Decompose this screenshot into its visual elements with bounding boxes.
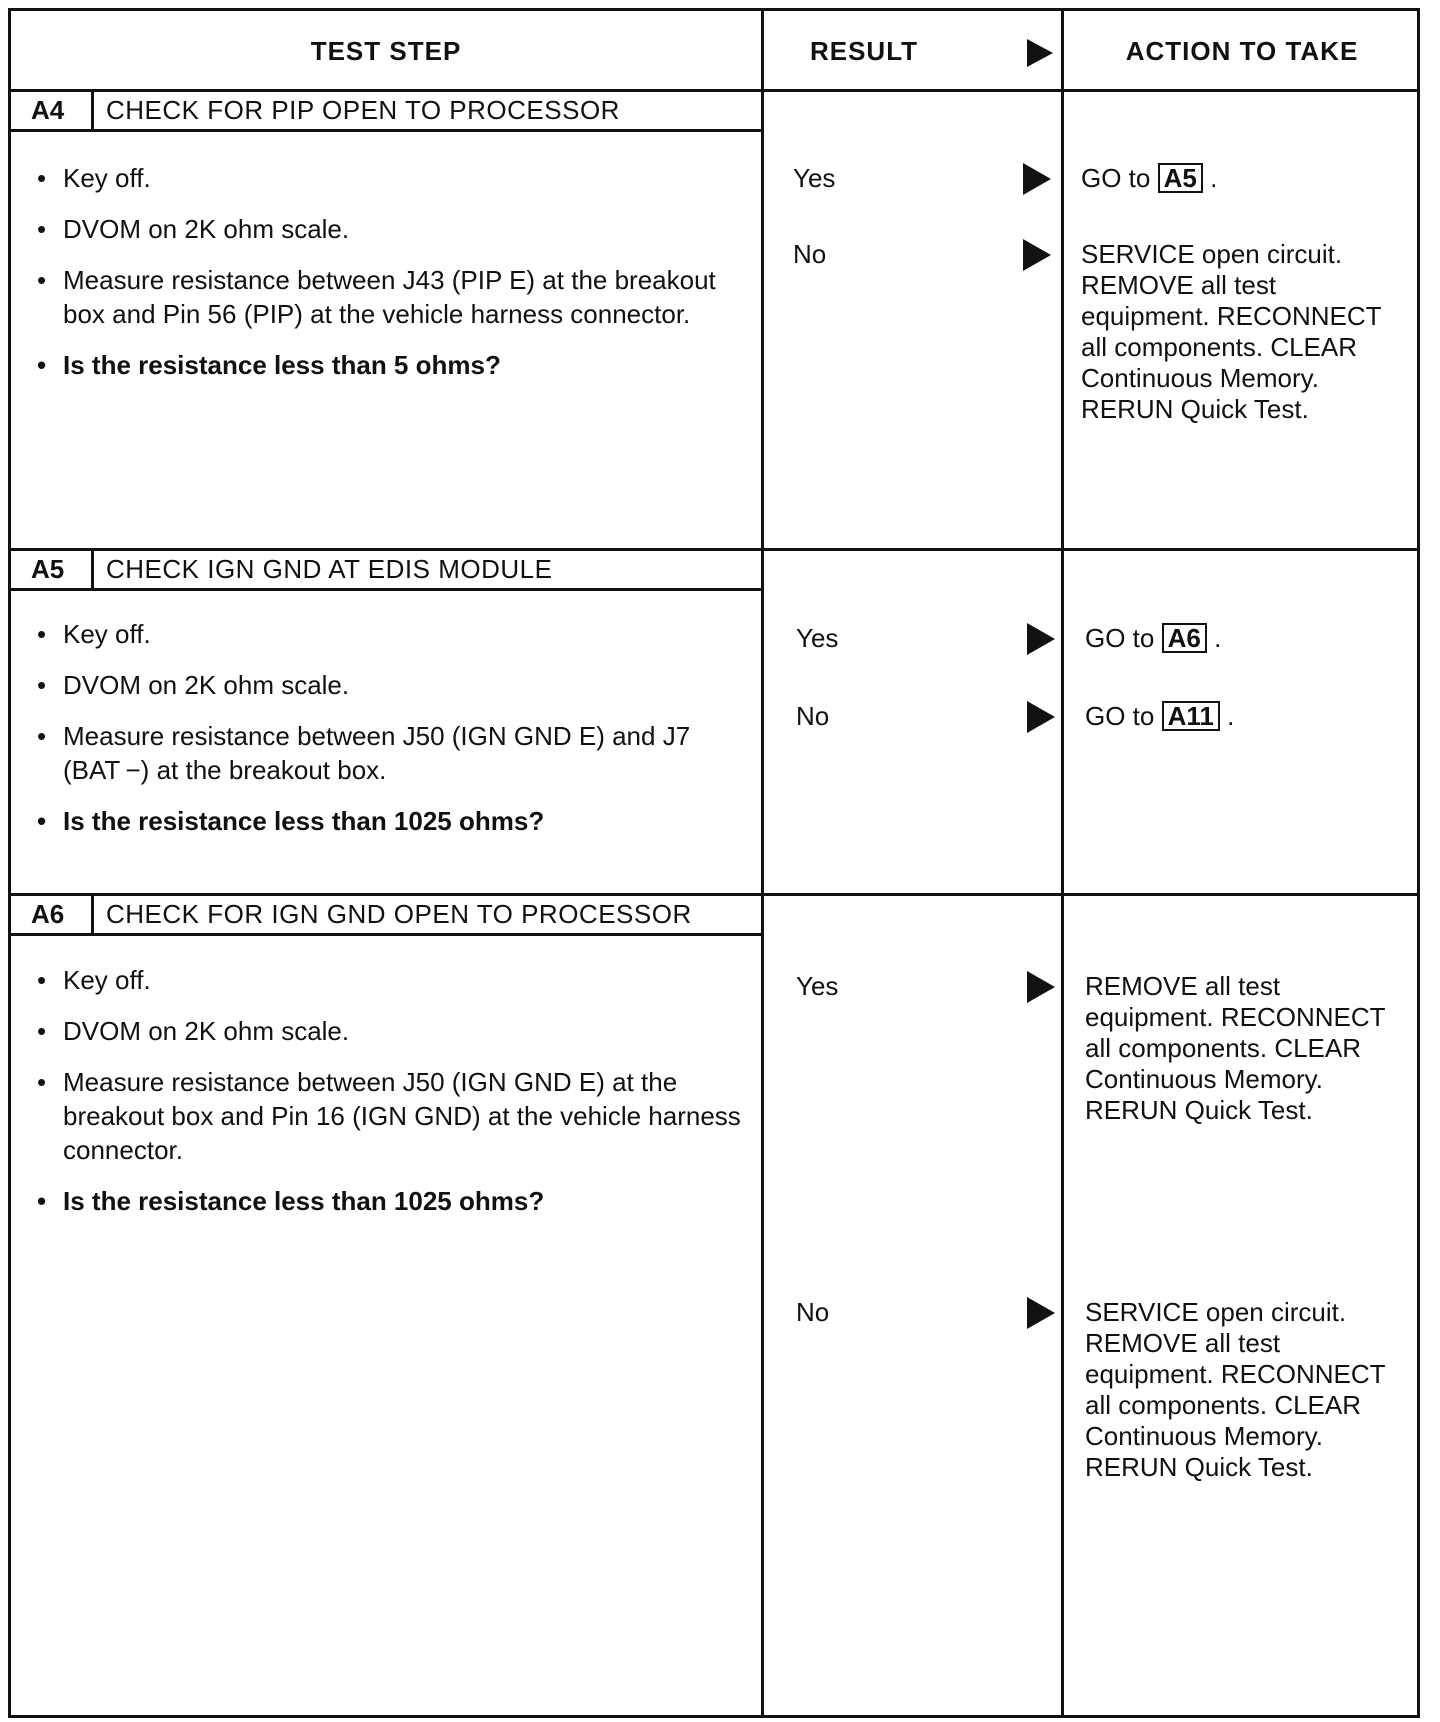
header-test-step: TEST STEP [310, 35, 462, 66]
diagnostic-table [8, 8, 1420, 1718]
step-a6-question: • Is the resistance less than 1025 ohms? [33, 1184, 743, 1218]
arrow-right-icon [1023, 163, 1051, 195]
step-a4-title: CHECK FOR PIP OPEN TO PROCESSOR [106, 95, 620, 125]
step-a4-item: • DVOM on 2K ohm scale. [33, 212, 743, 246]
step-a6-header [11, 896, 761, 936]
step-a4-result-no: No [793, 239, 827, 269]
action-text: . [1227, 701, 1235, 731]
step-a4-item: • Measure resistance between J43 (PIP E) at the breakout box and Pin 56 (PIP) at the vehicle harness connector. [33, 263, 743, 331]
step-a4-header [11, 92, 761, 132]
header-result: RESULT [809, 35, 919, 66]
step-a4-action-yes [1081, 163, 1411, 194]
step-a5-result-yes: Yes [796, 623, 839, 653]
step-a5-item: • Key off. [33, 617, 743, 651]
step-a6-result-yes: Yes [796, 971, 839, 1001]
step-a4-result-yes: Yes [793, 163, 836, 193]
arrow-right-icon [1027, 623, 1055, 655]
step-a4-items [33, 161, 743, 399]
step-a6-item: • DVOM on 2K ohm scale. [33, 1014, 743, 1048]
step-a5-action-no [1085, 701, 1415, 732]
step-a4-code: A4 [11, 92, 94, 129]
step-a5-code: A5 [11, 551, 94, 588]
step-a5-title: CHECK IGN GND AT EDIS MODULE [106, 554, 553, 584]
header-arrow-icon [1027, 39, 1053, 67]
step-a6-items [33, 963, 743, 1235]
step-a5-question: • Is the resistance less than 1025 ohms? [33, 804, 743, 838]
step-a5-header [11, 551, 761, 591]
step-ref-box: A11 [1162, 701, 1220, 731]
step-a6-result-no: No [796, 1297, 830, 1327]
step-a4-item: • Key off. [33, 161, 743, 195]
step-a6-item: • Measure resistance between J50 (IGN GND E) at the breakout box and Pin 16 (IGN GND) at the vehicle harness connector. [33, 1065, 743, 1167]
step-ref-box: A6 [1162, 623, 1207, 653]
step-ref-box: A5 [1158, 163, 1203, 193]
column-divider-action [1061, 11, 1064, 1715]
action-text: . [1214, 623, 1222, 653]
action-text: GO to [1085, 623, 1155, 653]
step-a6-action-yes: REMOVE all test equipment. RECONNECT all components. CLEAR Continuous Memory. RERUN Quick Test. [1085, 971, 1386, 1125]
step-a6-item: • Key off. [33, 963, 743, 997]
arrow-right-icon [1023, 239, 1051, 271]
step-a5-item: • DVOM on 2K ohm scale. [33, 668, 743, 702]
step-a6-title: CHECK FOR IGN GND OPEN TO PROCESSOR [106, 899, 692, 929]
step-a5-result-no: No [796, 701, 830, 731]
arrow-right-icon [1027, 1297, 1055, 1329]
step-a4-action-no: SERVICE open circuit. REMOVE all test equipment. RECONNECT all components. CLEAR Continuous Memory. RERUN Quick Test. [1081, 239, 1382, 424]
step-a5-items [33, 617, 743, 855]
header-action: ACTION TO TAKE [1125, 35, 1359, 66]
step-a4-question: • Is the resistance less than 5 ohms? [33, 348, 743, 382]
step-a5-action-yes [1085, 623, 1415, 654]
arrow-right-icon [1027, 701, 1055, 733]
step-a5-item: • Measure resistance between J50 (IGN GND E) and J7 (BAT −) at the breakout box. [33, 719, 743, 787]
column-divider-result [761, 11, 764, 1715]
step-a6-code: A6 [11, 896, 94, 933]
step-a6-action-no: SERVICE open circuit. REMOVE all test equipment. RECONNECT all components. CLEAR Continuous Memory. RERUN Quick Test. [1085, 1297, 1386, 1482]
arrow-right-icon [1027, 971, 1055, 1003]
action-text: GO to [1085, 701, 1155, 731]
action-text: . [1210, 163, 1218, 193]
action-text: GO to [1081, 163, 1151, 193]
